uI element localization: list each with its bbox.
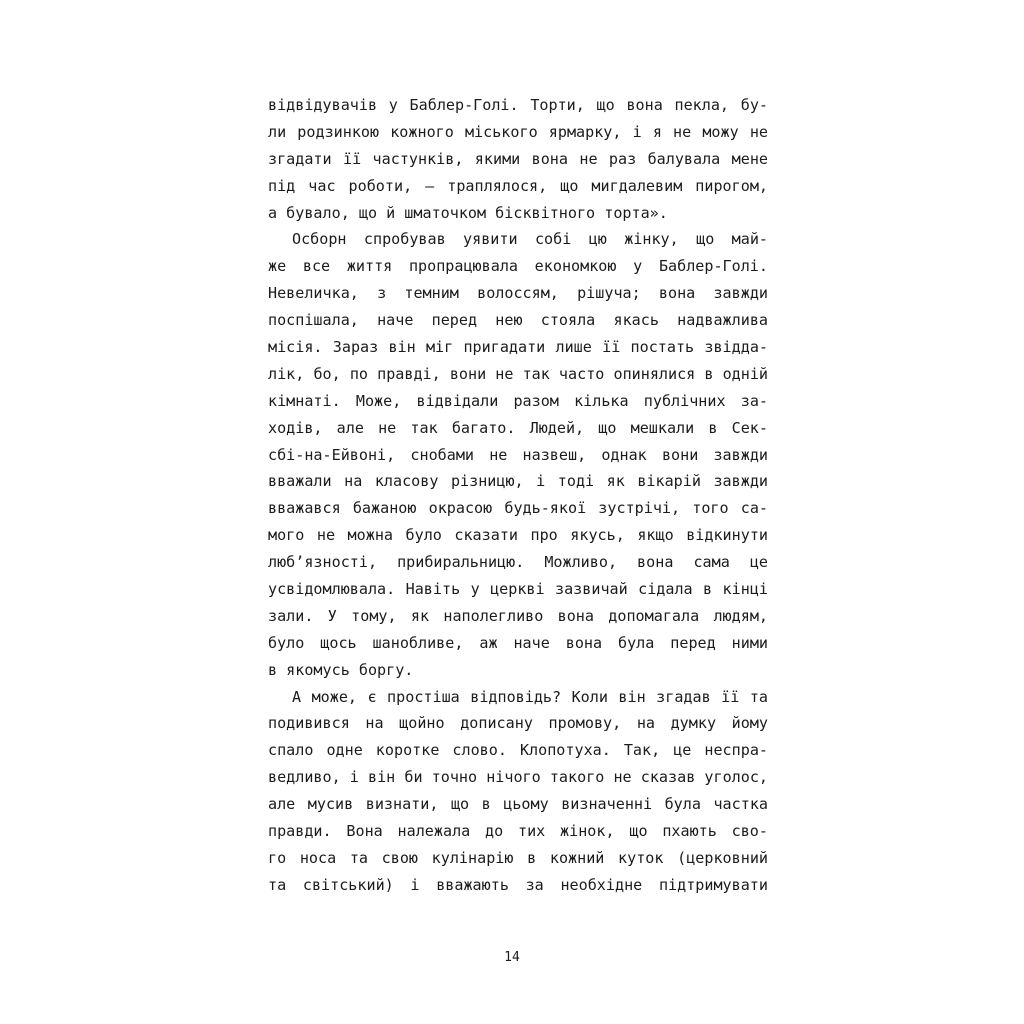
text-line: місія. Зараз він міг пригадати лише її постать звідда- — [268, 338, 768, 357]
page-number: 14 — [504, 950, 520, 965]
text-line: же все життя пропрацювала економкою у Баблер-Голі. — [268, 257, 768, 276]
text-line: Осборн спробував уявити собі цю жінку, що май- — [292, 230, 768, 249]
text-line: а бувало, що й шматочком бісквітного торта». — [268, 203, 668, 222]
text-line: зали. У тому, як наполегливо вона допомагала людям, — [268, 606, 768, 625]
text-line: подивився на щойно дописану промову, на думку йому — [268, 714, 768, 733]
text-line: усвідомлювала. Навіть у церкві зазвичай сідала в кінці — [268, 580, 768, 599]
text-line: під час роботи, — траплялося, що мигдалевим пирогом, — [268, 176, 768, 195]
text-line: ведливо, і він би точно нічого такого не сказав уголос, — [268, 768, 768, 787]
text-line: ли родзинкою кожного міського ярмарку, і я не можу не — [268, 122, 768, 141]
text-line: вважався бажаною окрасою будь-якої зустрічі, того са- — [268, 499, 768, 518]
text-line: го носа та свою кулінарію в кожний куток (церковний — [268, 848, 768, 867]
text-line: згадати її частунків, якими вона не раз балувала мене — [268, 149, 768, 168]
text-line: люб’язності, прибиральницю. Можливо, вона сама це — [268, 553, 768, 572]
body-text — [268, 92, 768, 899]
text-line: спало одне коротке слово. Клопотуха. Так, це неспра- — [268, 741, 768, 760]
text-line: та світський) і вважають за необхідне підтримувати — [268, 875, 768, 894]
text-line: кімнаті. Може, відвідали разом кілька публічних за- — [268, 391, 768, 410]
text-line: але мусив визнати, що в цьому визначенні була частка — [268, 795, 768, 814]
text-line: правди. Вона належала до тих жінок, що пхають сво- — [268, 822, 768, 841]
text-line: Невеличка, з темним волоссям, рішуча; вона завжди — [268, 284, 768, 303]
text-line: було щось шанобливе, аж наче вона була перед ними — [268, 633, 768, 652]
text-line: лік, бо, по правді, вони не так часто опинялися в одній — [268, 364, 768, 383]
text-line: А може, є простіша відповідь? Коли він згадав її та — [292, 687, 768, 706]
text-line: мого не можна було сказати про якусь, якщо відкинути — [268, 526, 768, 545]
text-line: ходів, але не так багато. Людей, що мешкали в Сек- — [268, 418, 768, 437]
text-line: поспішала, наче перед нею стояла якась надважлива — [268, 311, 768, 330]
text-line: вважали на класову різницю, і тоді як вікарій завжди — [268, 472, 768, 491]
text-line: відвідувачів у Баблер-Голі. Торти, що вона пекла, бу- — [268, 96, 768, 114]
text-line: сбі-на-Ейвоні, снобами не назвеш, однак вони завжди — [268, 445, 768, 464]
text-line: в якомусь боргу. — [268, 660, 414, 679]
